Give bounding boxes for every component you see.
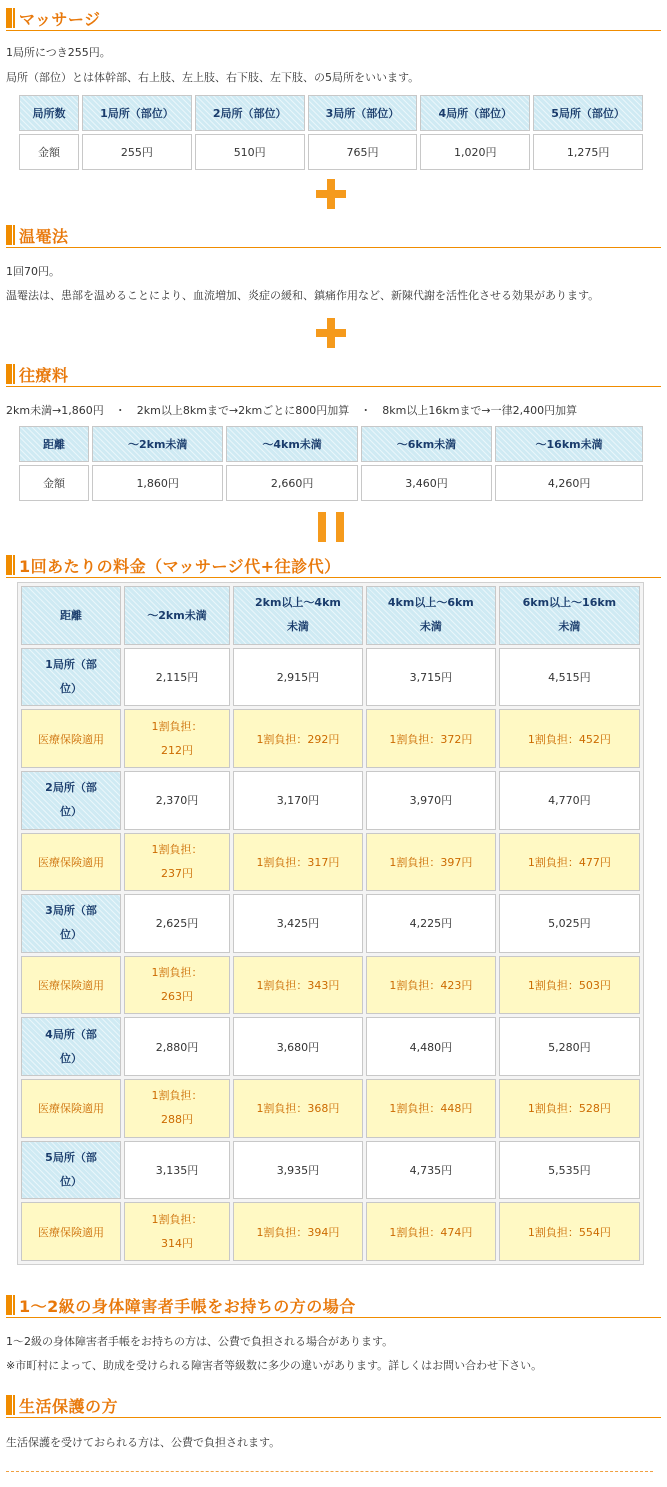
massage-heading (6, 5, 661, 31)
travel-line1: 2km未満→1,860円 ・ 2km以上8kmまで→2kmごとに800円加算 ・ 8km以上16kmまで→一律2,400円加算 (6, 404, 578, 417)
price-cell: 5,535円 (499, 1141, 640, 1200)
price-cell: 1,275円 (533, 134, 643, 170)
onanpo-heading (6, 222, 661, 248)
header-text: 未満 (558, 620, 581, 634)
heading-marker (6, 364, 12, 384)
massage-price-table (16, 92, 646, 173)
travel-header: ～6km未満 (361, 426, 492, 462)
price-cell: 4,260円 (495, 465, 643, 501)
price-cell: 765円 (308, 134, 418, 170)
total-header (366, 586, 496, 645)
insurance-label: 医療保険適用 (21, 956, 121, 1015)
insurance-label: 医療保険適用 (21, 833, 121, 892)
copay-cell: 1割負担：503円 (499, 956, 640, 1015)
price-cell: 4,770円 (499, 771, 640, 830)
price-cell: 4,515円 (499, 648, 640, 707)
heading-underline (6, 30, 661, 31)
disability-line1: 1～2級の身体障害者手帳をお持ちの方は、公費で負担される場合があります。 (6, 1335, 394, 1348)
total-header (499, 586, 640, 645)
massage-title: マッサージ (19, 10, 101, 29)
onanpo-line2: 温罨法は、患部を温めることにより、血流増加、炎症の緩和、鎮痛作用など、新陳代謝を活性化させる効果があります。 (6, 289, 600, 302)
area-count-label: 5局所（部 位） (21, 1141, 121, 1200)
heading-marker (6, 8, 12, 28)
plus-icon (316, 318, 346, 348)
massage-line1: 1局所につき255円。 (6, 46, 111, 59)
price-cell: 3,135円 (124, 1141, 230, 1200)
heading-marker (6, 555, 12, 575)
price-cell: 1,860円 (92, 465, 223, 501)
price-cell: 510円 (195, 134, 305, 170)
heading-underline (6, 1417, 661, 1418)
disability-line2: ※市町村によって、助成を受けられる障害者等級数に多少の違いがあります。詳しくはお問い合わせ下さい。 (6, 1359, 543, 1372)
copay-cell: 1割負担： 314円 (124, 1202, 230, 1261)
price-cell: 3,460円 (361, 465, 492, 501)
plus-icon (316, 179, 346, 209)
copay-cell: 1割負担：448円 (366, 1079, 496, 1138)
copay-cell: 1割負担：292円 (233, 709, 363, 768)
travel-header: ～4km未満 (226, 426, 357, 462)
price-cell: 1,020円 (420, 134, 530, 170)
header-text: 4km以上～6km (387, 596, 474, 610)
copay-cell: 1割負担： 288円 (124, 1079, 230, 1138)
disability-title: 1～2級の身体障害者手帳をお持ちの方の場合 (19, 1297, 356, 1316)
total-header (233, 586, 363, 645)
area-count-label: 3局所（部 位） (21, 894, 121, 953)
total-title: 1回あたりの料金（マッサージ代+往診代） (19, 557, 341, 576)
copay-cell: 1割負担：343円 (233, 956, 363, 1015)
total-header: 距離 (21, 586, 121, 645)
copay-cell: 1割負担：368円 (233, 1079, 363, 1138)
copay-cell: 1割負担：477円 (499, 833, 640, 892)
heading-underline (6, 247, 661, 248)
welfare-line1: 生活保護を受けておられる方は、公費で負担されます。 (6, 1436, 281, 1449)
travel-header: 距離 (19, 426, 89, 462)
copay-cell: 1割負担：423円 (366, 956, 496, 1015)
copay-cell: 1割負担：528円 (499, 1079, 640, 1138)
row-label: 金額 (19, 134, 79, 170)
welfare-title: 生活保護の方 (19, 1397, 119, 1416)
welfare-heading (6, 1392, 661, 1418)
copay-cell: 1割負担：554円 (499, 1202, 640, 1261)
heading-marker-thin (13, 8, 15, 28)
heading-marker-thin (13, 225, 15, 245)
price-cell: 5,280円 (499, 1017, 640, 1076)
massage-header: 1局所（部位） (82, 95, 192, 131)
insurance-label: 医療保険適用 (21, 1079, 121, 1138)
price-cell: 3,970円 (366, 771, 496, 830)
price-cell: 3,715円 (366, 648, 496, 707)
price-cell: 4,480円 (366, 1017, 496, 1076)
heading-marker (6, 225, 12, 245)
price-cell: 4,735円 (366, 1141, 496, 1200)
travel-header: ～2km未満 (92, 426, 223, 462)
header-text: 6km以上～16km (522, 596, 617, 610)
massage-header: 5局所（部位） (533, 95, 643, 131)
heading-marker-thin (13, 1295, 15, 1315)
price-cell: 3,170円 (233, 771, 363, 830)
copay-cell: 1割負担：397円 (366, 833, 496, 892)
equals-icon (318, 512, 348, 542)
heading-underline (6, 1317, 661, 1318)
price-cell: 4,225円 (366, 894, 496, 953)
heading-underline (6, 386, 661, 387)
insurance-label: 医療保険適用 (21, 709, 121, 768)
copay-cell: 1割負担： 212円 (124, 709, 230, 768)
copay-cell: 1割負担：474円 (366, 1202, 496, 1261)
travel-heading (6, 361, 661, 387)
area-count-label: 4局所（部 位） (21, 1017, 121, 1076)
travel-fee-table (16, 423, 646, 504)
copay-cell: 1割負担：317円 (233, 833, 363, 892)
price-cell: 2,660円 (226, 465, 357, 501)
onanpo-title: 温罨法 (19, 227, 69, 246)
massage-header: 4局所（部位） (420, 95, 530, 131)
copay-cell: 1割負担： 237円 (124, 833, 230, 892)
massage-header: 局所数 (19, 95, 79, 131)
copay-cell: 1割負担： 263円 (124, 956, 230, 1015)
massage-header: 2局所（部位） (195, 95, 305, 131)
heading-marker-thin (13, 1395, 15, 1415)
massage-header: 3局所（部位） (308, 95, 418, 131)
copay-cell: 1割負担：372円 (366, 709, 496, 768)
total-fee-table (17, 582, 644, 1265)
heading-marker (6, 1295, 12, 1315)
header-text: 未満 (419, 620, 442, 634)
copay-cell: 1割負担：452円 (499, 709, 640, 768)
row-label: 金額 (19, 465, 89, 501)
copay-cell: 1割負担：394円 (233, 1202, 363, 1261)
area-count-label: 1局所（部 位） (21, 648, 121, 707)
disability-heading (6, 1292, 661, 1318)
travel-header: ～16km未満 (495, 426, 643, 462)
insurance-label: 医療保険適用 (21, 1202, 121, 1261)
heading-underline (6, 577, 661, 578)
price-cell: 255円 (82, 134, 192, 170)
price-cell: 2,370円 (124, 771, 230, 830)
heading-marker-thin (13, 555, 15, 575)
total-header: ～2km未満 (124, 586, 230, 645)
travel-title: 往療料 (19, 366, 69, 385)
price-cell: 3,425円 (233, 894, 363, 953)
price-cell: 2,625円 (124, 894, 230, 953)
total-heading (6, 552, 661, 578)
price-cell: 2,915円 (233, 648, 363, 707)
price-cell: 2,115円 (124, 648, 230, 707)
header-text: 未満 (286, 620, 309, 634)
price-cell: 2,880円 (124, 1017, 230, 1076)
heading-marker (6, 1395, 12, 1415)
price-cell: 3,680円 (233, 1017, 363, 1076)
header-text: 2km以上～4km (255, 596, 341, 610)
price-cell: 5,025円 (499, 894, 640, 953)
footer-divider (6, 1471, 653, 1472)
massage-line2: 局所（部位）とは体幹部、右上肢、左上肢、右下肢、左下肢、の5局所をいいます。 (6, 71, 420, 84)
area-count-label: 2局所（部 位） (21, 771, 121, 830)
price-cell: 3,935円 (233, 1141, 363, 1200)
onanpo-line1: 1回70円。 (6, 265, 60, 278)
heading-marker-thin (13, 364, 15, 384)
